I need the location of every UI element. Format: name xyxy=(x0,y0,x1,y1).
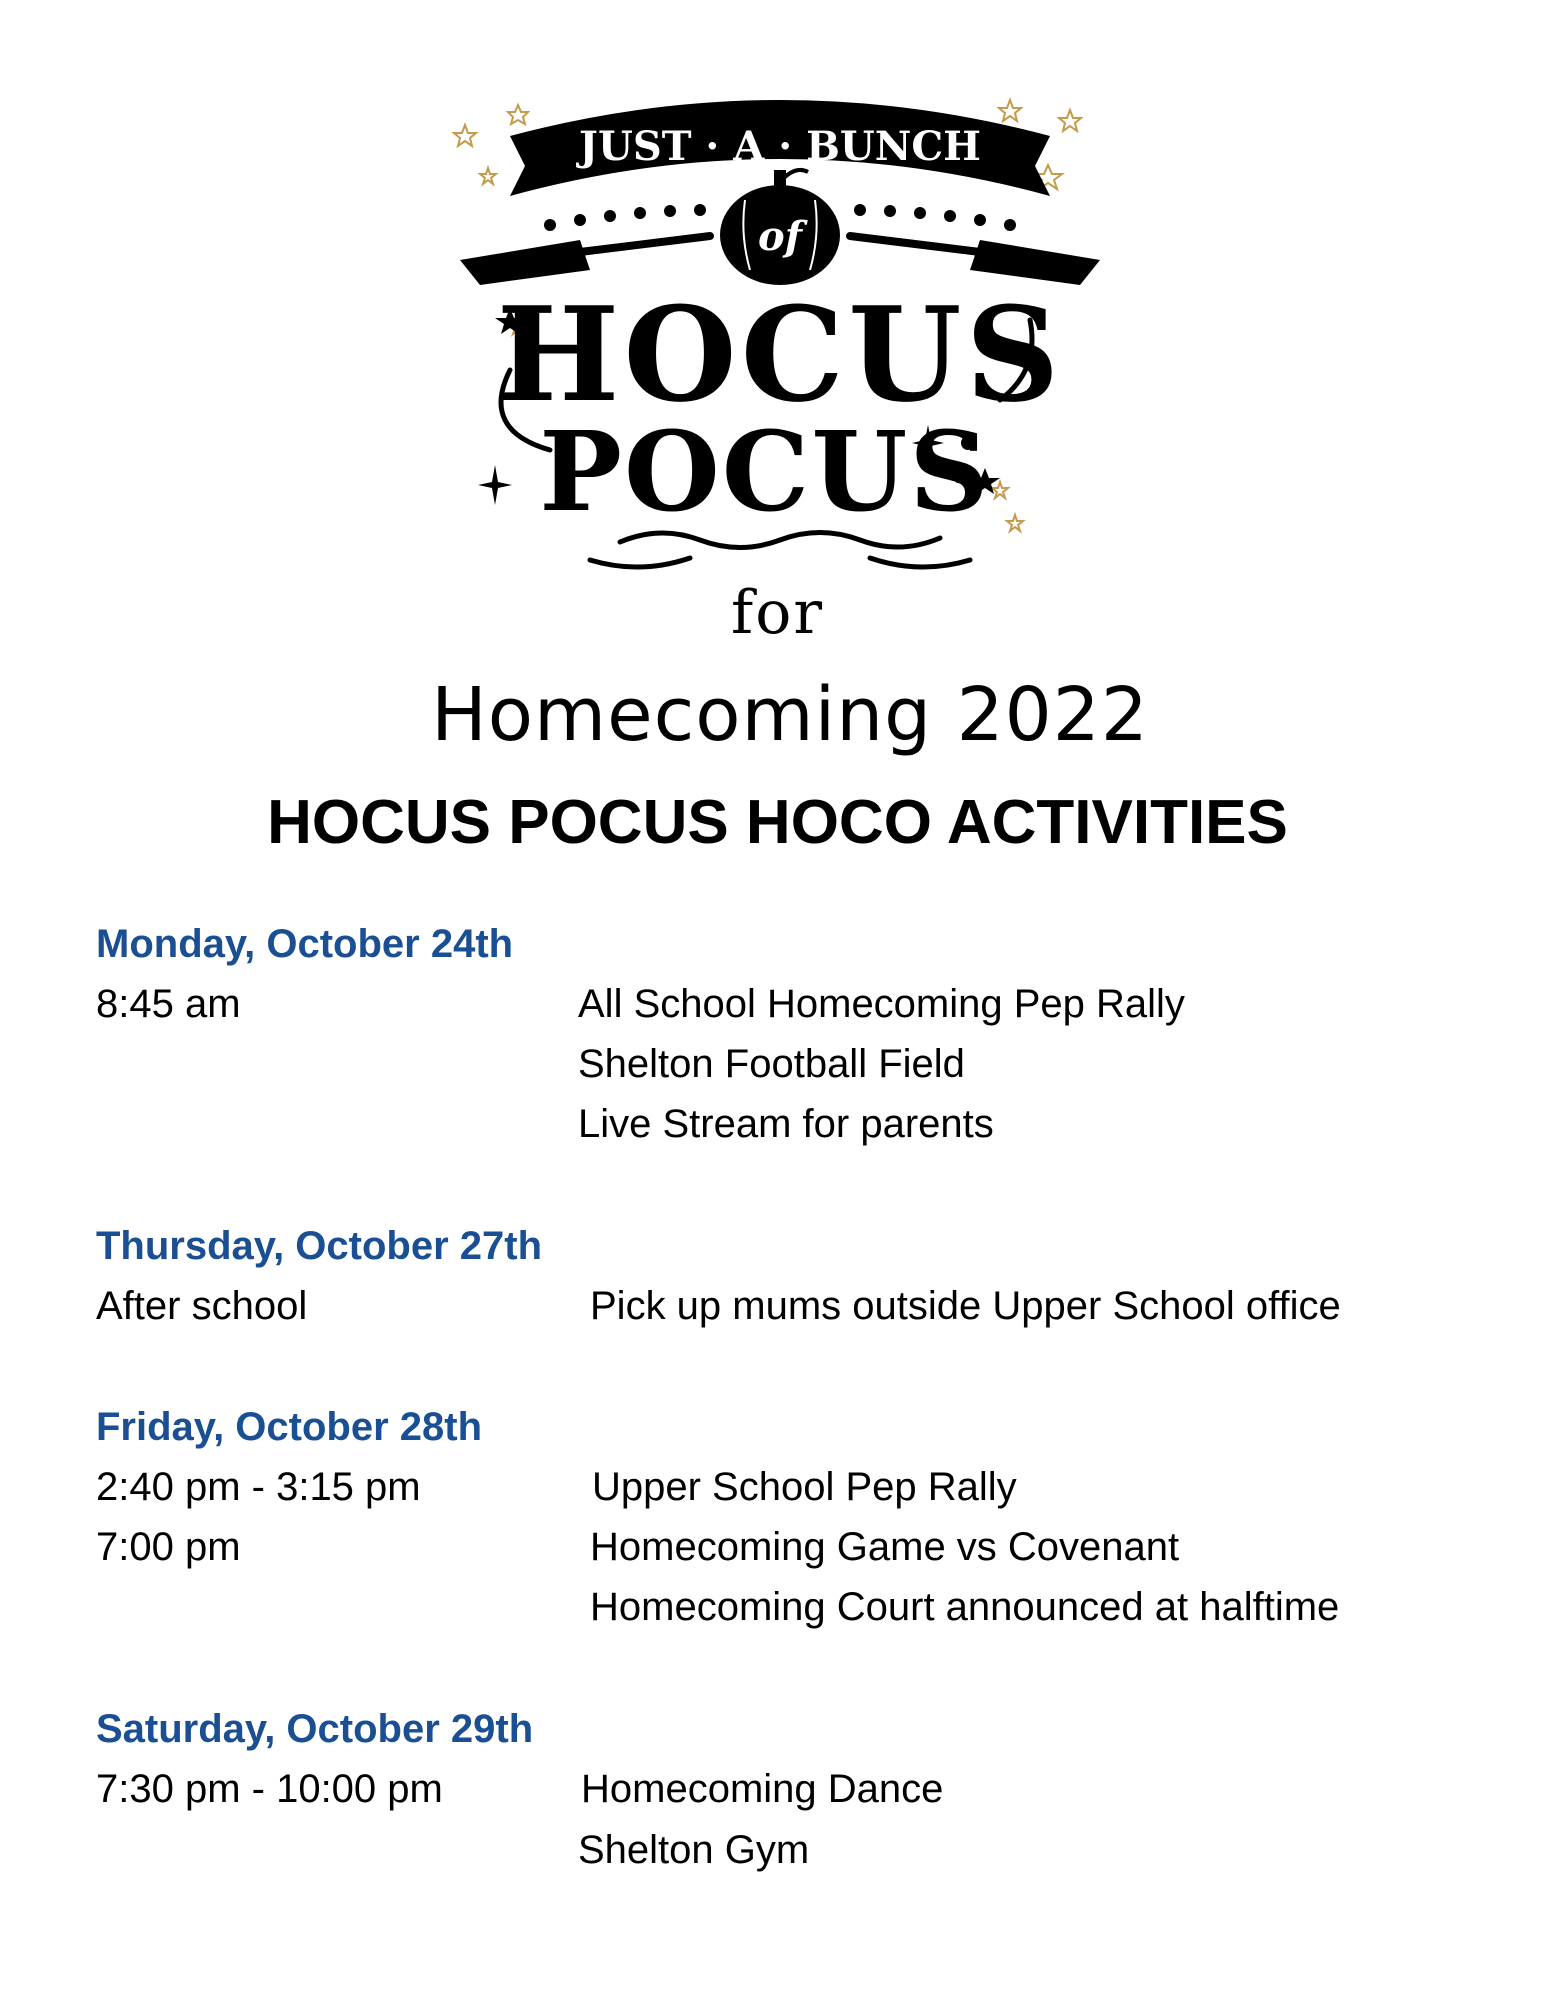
event-friday-2: Homecoming Game vs Covenant xyxy=(590,1525,1180,1569)
page-title: HOCUS POCUS HOCO ACTIVITIES xyxy=(267,788,1288,857)
logo-hocus: HOCUS xyxy=(496,278,1064,431)
subtitle: Homecoming 2022 xyxy=(431,672,1149,758)
event-friday-3: Homecoming Court announced at halftime xyxy=(590,1585,1340,1629)
event-monday-1: All School Homecoming Pep Rally xyxy=(578,982,1185,1026)
logo-pocus: POCUS xyxy=(539,407,991,536)
event-friday-1: Upper School Pep Rally xyxy=(592,1465,1017,1509)
day-heading-friday: Friday, October 28th xyxy=(96,1405,483,1449)
day-heading-monday: Monday, October 24th xyxy=(96,922,514,966)
event-thursday-1: Pick up mums outside Upper School office xyxy=(590,1284,1341,1328)
time-friday-1: 2:40 pm - 3:15 pm xyxy=(96,1465,421,1509)
time-thursday-1: After school xyxy=(96,1284,308,1328)
time-friday-2: 7:00 pm xyxy=(96,1525,241,1569)
for-text: for xyxy=(730,578,824,648)
event-saturday-1: Homecoming Dance xyxy=(581,1767,944,1811)
event-saturday-2: Shelton Gym xyxy=(578,1828,810,1872)
time-saturday-1: 7:30 pm - 10:00 pm xyxy=(96,1767,443,1811)
time-monday-1: 8:45 am xyxy=(96,982,241,1026)
day-heading-saturday: Saturday, October 29th xyxy=(96,1707,534,1751)
event-monday-2: Shelton Football Field xyxy=(578,1042,965,1086)
day-heading-thursday: Thursday, October 27th xyxy=(96,1224,543,1268)
banner-text: JUST · A · BUNCH xyxy=(579,123,981,170)
of-text: of xyxy=(758,213,802,260)
event-monday-3: Live Stream for parents xyxy=(578,1102,994,1146)
